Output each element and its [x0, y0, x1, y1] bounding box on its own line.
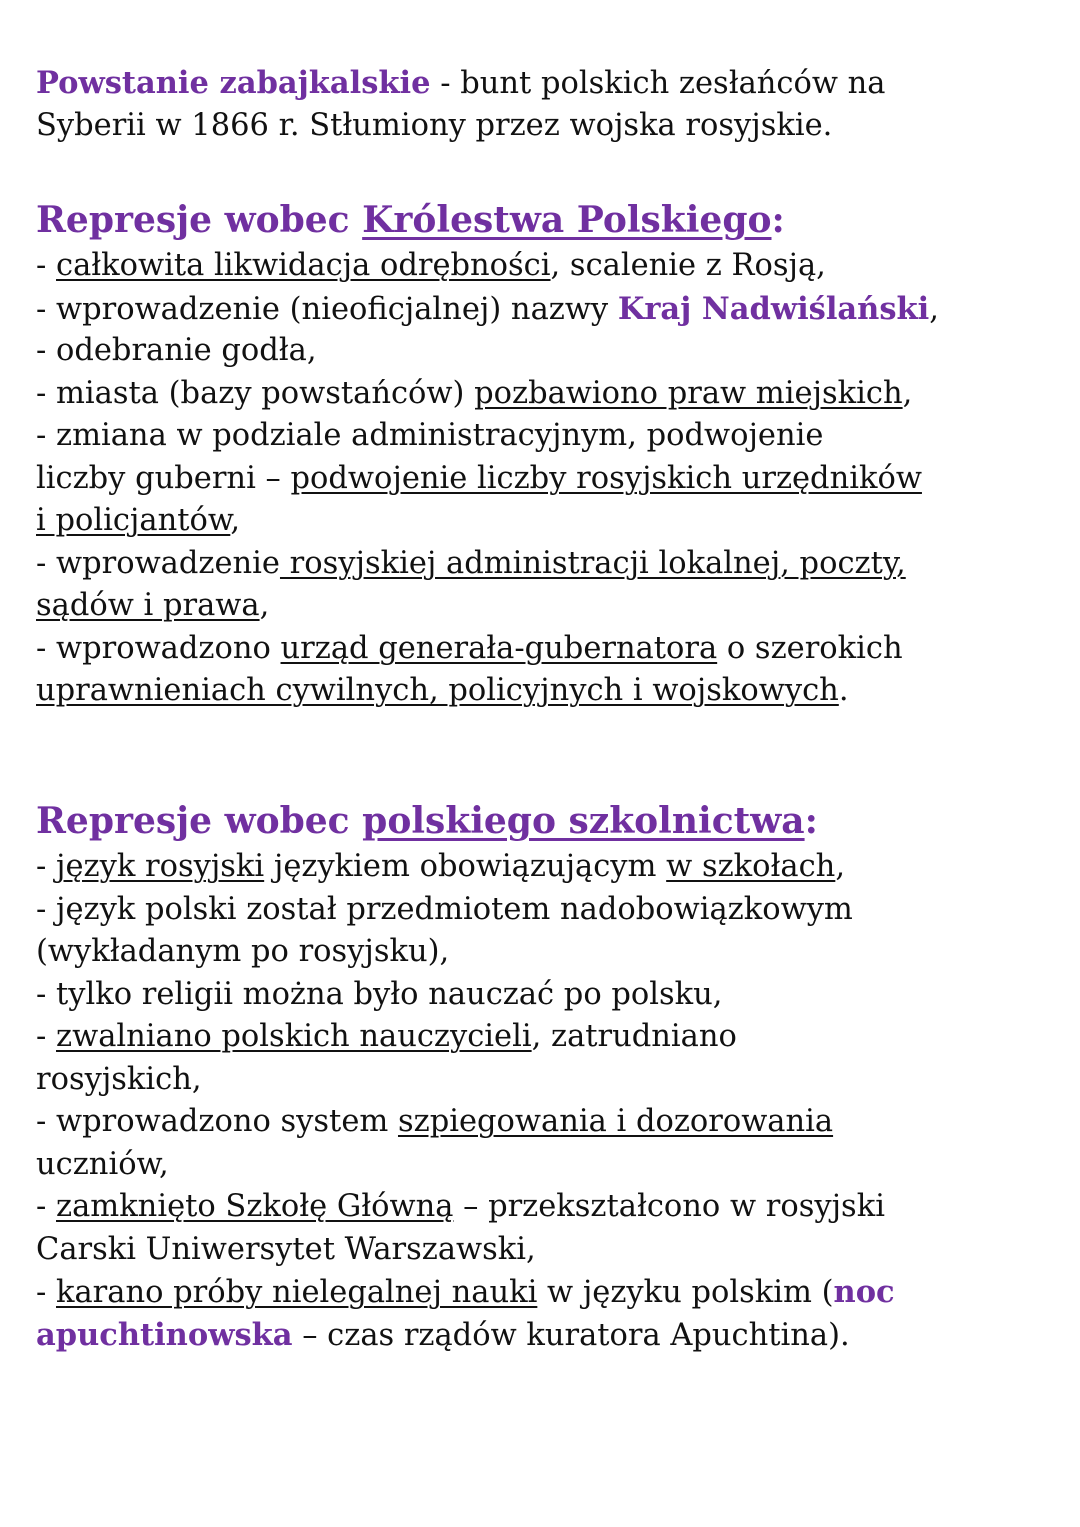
text-line — [36, 458, 939, 501]
text-line — [36, 415, 939, 458]
underlined-text: uprawnieniach cywilnych, policyjnych i wojskowych — [36, 673, 839, 708]
text-segment: - język polski został przedmiotem nadobowiązkowym — [36, 891, 853, 927]
highlighted-term: Represje wobec — [36, 199, 363, 241]
text-line — [36, 1314, 895, 1357]
text-segment: - wprowadzenie (nieoficjalnej) nazwy — [36, 291, 618, 327]
underlined-text: podwojenie liczby rosyjskich urzędników — [290, 460, 922, 496]
underlined-text: karano próby nielegalnej nauki — [56, 1275, 538, 1310]
text-line — [36, 846, 895, 889]
section1-heading — [36, 198, 785, 242]
section2-list — [36, 846, 895, 1356]
text-segment: Carski Uniwersytet Warszawski, — [36, 1231, 536, 1267]
underlined-text: zwalniano polskich nauczycieli — [56, 1019, 532, 1054]
text-segment: - wprowadzono system — [36, 1104, 398, 1139]
underlined-text: i policjantów — [36, 503, 231, 538]
section1-list — [36, 245, 939, 713]
underlined-text: zamknięto Szkołę Główną — [56, 1189, 454, 1224]
text-segment: - — [36, 1275, 57, 1310]
text-segment: - bunt polskich zesłańców na — [430, 66, 886, 101]
text-segment: o szerokich — [717, 630, 903, 666]
text-line — [36, 245, 939, 288]
highlighted-term: Królestwa Polskiego — [362, 199, 772, 241]
text-segment: - — [36, 1019, 57, 1054]
text-line — [36, 1101, 895, 1144]
highlighted-term: apuchtinowska — [36, 1316, 293, 1353]
text-line — [36, 1016, 895, 1059]
text-segment: w języku polskim ( — [537, 1275, 834, 1310]
text-segment: , — [259, 588, 270, 623]
text-line — [36, 628, 939, 671]
highlighted-term: noc — [833, 1274, 895, 1310]
text-segment: – przekształcono w rosyjski — [453, 1189, 885, 1224]
text-line — [36, 799, 818, 843]
text-line — [36, 543, 939, 586]
text-line — [36, 1229, 895, 1272]
highlighted-term: : — [771, 199, 785, 241]
text-segment: (wykładanym po rosyjsku), — [36, 934, 450, 969]
highlighted-term: Powstanie zabajkalskie — [36, 65, 431, 101]
text-segment: - wprowadzenie — [36, 545, 280, 581]
highlighted-term: : — [804, 800, 818, 842]
text-segment: Syberii w 1866 r. Stłumiony przez wojska rosyjskie. — [36, 107, 833, 143]
highlighted-term: polskiego szkolnictwa — [362, 800, 805, 842]
text-line — [36, 198, 785, 242]
text-segment: . — [838, 673, 849, 708]
text-line — [36, 1186, 895, 1229]
underlined-text: język rosyjski — [56, 849, 265, 884]
text-line — [36, 288, 939, 331]
text-line — [36, 330, 939, 373]
text-segment: - miasta (bazy powstańców) — [36, 375, 475, 411]
text-segment: - — [36, 248, 57, 283]
text-segment: uczniów, — [36, 1146, 169, 1182]
text-segment: , scalenie z Rosją, — [550, 248, 826, 283]
text-segment: , — [835, 849, 846, 884]
underlined-text: sądów i prawa — [36, 588, 260, 623]
text-line — [36, 889, 895, 932]
text-segment: , — [230, 503, 241, 538]
text-segment: - zmiana w podziale administracyjnym, podwojenie — [36, 418, 824, 453]
text-line — [36, 1271, 895, 1314]
intro-paragraph — [36, 62, 885, 147]
underlined-text: szpiegowania i dozorowania — [397, 1104, 834, 1139]
text-segment: - — [36, 849, 57, 884]
text-segment: , — [902, 375, 913, 411]
text-line — [36, 1144, 895, 1187]
underlined-text: pozbawiono praw miejskich — [474, 375, 903, 411]
text-line — [36, 62, 885, 105]
text-segment: - tylko religii można było nauczać po polsku, — [36, 976, 723, 1012]
text-segment: - — [36, 1189, 57, 1224]
text-segment: , — [929, 291, 939, 327]
text-segment: – czas rządów kuratora Apuchtina). — [292, 1317, 850, 1353]
highlighted-term: Represje wobec — [36, 800, 363, 842]
text-segment: liczby guberni – — [36, 460, 291, 496]
section2-heading — [36, 799, 818, 843]
text-segment: , zatrudniano — [531, 1019, 737, 1054]
text-line — [36, 105, 885, 148]
underlined-text: rosyjskiej administracji lokalnej, poczty, — [279, 545, 906, 581]
underlined-text: w szkołach — [666, 849, 836, 884]
text-segment: - odebranie godła, — [36, 333, 317, 368]
highlighted-term: Kraj Nadwiślański — [617, 290, 930, 327]
text-line — [36, 373, 939, 416]
text-line — [36, 1059, 895, 1102]
underlined-text: urząd generała-gubernatora — [280, 630, 718, 666]
text-line — [36, 931, 895, 974]
text-line — [36, 974, 895, 1017]
text-line — [36, 500, 939, 543]
text-segment: - wprowadzono — [36, 630, 281, 666]
text-line — [36, 670, 939, 713]
text-segment: językiem obowiązującym — [264, 849, 667, 884]
underlined-text: całkowita likwidacja odrębności — [56, 248, 551, 283]
text-line — [36, 585, 939, 628]
text-segment: rosyjskich, — [36, 1061, 202, 1097]
